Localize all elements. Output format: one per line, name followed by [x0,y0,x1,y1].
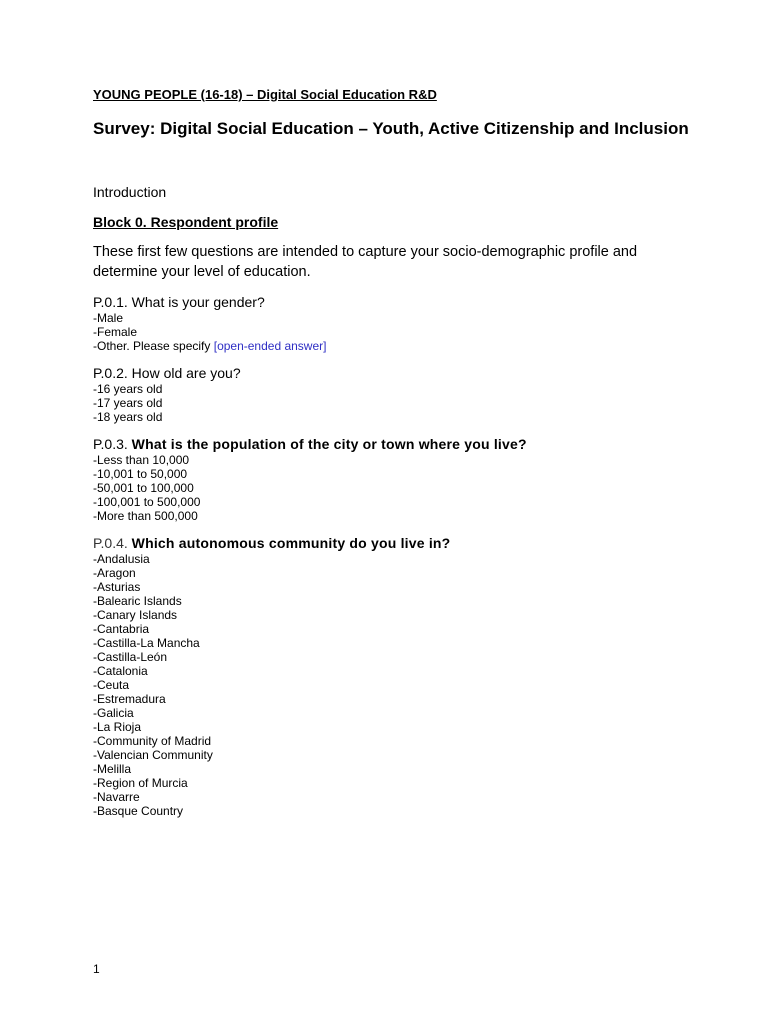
question-number: P.0.1. [93,294,128,310]
option-list [93,552,693,818]
option-item [93,339,693,353]
option-item: -Balearic Islands [93,594,182,608]
question-population [93,435,693,523]
option-item: -Canary Islands [93,608,178,622]
question-age [93,364,693,424]
option-item: -Estremadura [93,692,166,706]
option-list [93,382,693,424]
option-item: -Community of Madrid [93,734,212,748]
introduction-heading: Introduction [93,184,167,200]
option-item: -50,001 to 100,000 [93,481,194,495]
option-item: -Aragon [93,566,136,580]
question-number: P.0.3. [93,436,128,452]
open-answer-placeholder: [open-ended answer] [213,339,327,353]
option-item: -16 years old [93,382,163,396]
option-item: -Male [93,311,124,325]
option-item: -Melilla [93,762,132,776]
option-item: -Galicia [93,706,134,720]
question-community [93,534,693,818]
option-item: -Castilla-La Mancha [93,636,200,650]
lead-paragraph: These first few questions are intended to capture your socio-demographic profile and determine your level of education. [93,244,638,280]
document-header: YOUNG PEOPLE (16-18) – Digital Social Education R&D [93,87,437,102]
question-text: How old are you? [131,365,241,381]
question-text: What is the population of the city or town where you live? [131,436,527,452]
question-number: P.0.4. [93,535,128,551]
option-item: -Ceuta [93,678,130,692]
option-item: -Catalonia [93,664,148,678]
option-item: -Less than 10,000 [93,453,190,467]
option-item: -Female [93,325,138,339]
option-item: -17 years old [93,396,163,410]
option-item: -10,001 to 50,000 [93,467,188,481]
option-item: -Basque Country [93,804,184,818]
document-page [93,86,693,818]
option-item: -Valencian Community [93,748,213,762]
option-item: -100,001 to 500,000 [93,495,201,509]
option-item: -La Rioja [93,720,142,734]
page-number: 1 [93,962,100,976]
option-list [93,311,693,353]
block-title: Block 0. Respondent profile [93,214,279,230]
option-item: -Cantabria [93,622,150,636]
option-item: -Asturias [93,580,141,594]
option-item: -Navarre [93,790,140,804]
option-label: -Other. Please specify [93,339,211,353]
option-item: -Castilla-León [93,650,168,664]
option-list [93,453,693,523]
question-text: Which autonomous community do you live in? [131,535,451,551]
question-text: What is your gender? [131,294,265,310]
option-item: -Andalusia [93,552,150,566]
option-item: -Region of Murcia [93,776,188,790]
survey-title: Survey: Digital Social Education – Youth, Active Citizenship and Inclusion [93,119,689,138]
question-gender [93,293,693,353]
option-item: -More than 500,000 [93,509,198,523]
option-item: -18 years old [93,410,163,424]
question-number: P.0.2. [93,365,128,381]
